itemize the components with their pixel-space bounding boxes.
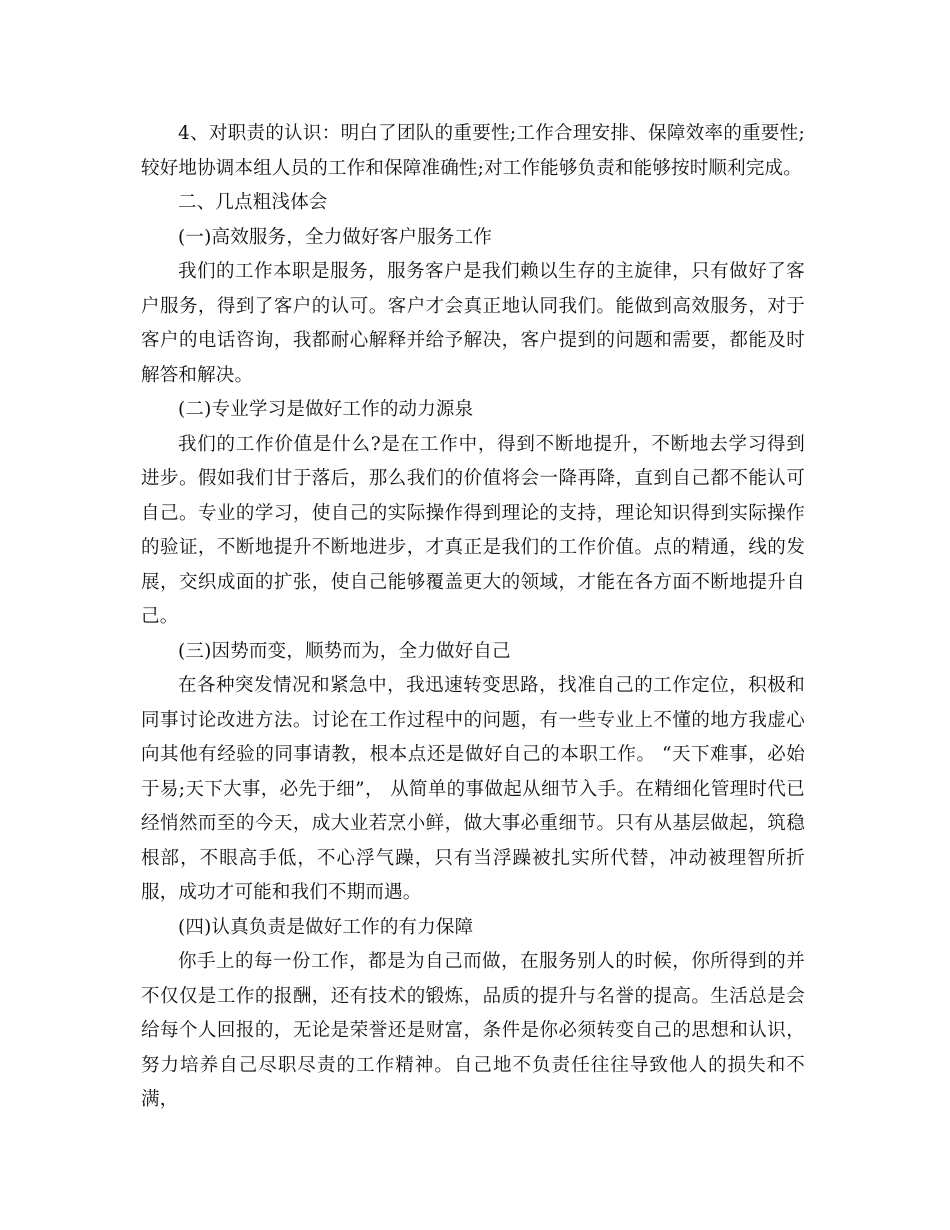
- subheading-adapt-to-change: (三)因势而变，顺势而为，全力做好自己: [178, 640, 511, 662]
- subheading-efficient-service: (一)高效服务，全力做好客户服务工作: [178, 226, 493, 248]
- paragraph-efficient-service: 我们的工作本职是服务，服务客户是我们赖以生存的主旋律，只有做好了客户服务，得到了客户的认可。客户才会真正地认同我们。能做到高效服务，对于客户的电话咨询，我都耐心解释并给予解决，客户提到的问题和需要，都能及时解答和解决。: [141, 261, 805, 386]
- paragraph-duty-awareness: 4、对职责的认识：明白了团队的重要性;工作合理安排、保障效率的重要性;较好地协调本组人员的工作和保障准确性;对工作能够负责和能够按时顺利完成。: [141, 123, 805, 179]
- paragraph-adapt-to-change: 在各种突发情况和紧急中，我迅速转变思路，找准自己的工作定位，积极和同事讨论改进方法。讨论在工作过程中的问题，有一些专业上不懂的地方我虚心向其他有经验的同事请教，根本点还是做好自己的本职工作。 “天下难事，必始于易;天下大事，必先于细”， 从简单的事做起从细节入手。在精细化管理时代已经悄然而至的今天，成大业若烹小鲜，做大事必重细节。只有从基层做起，筑稳根部，不眼高手低，不心浮气躁，只有当浮躁被扎实所代替，冲动被理智所折服，成功才可能和我们不期而遇。: [141, 675, 805, 903]
- paragraph-professional-learning: 我们的工作价值是什么?是在工作中，得到不断地提升，不断地去学习得到进步。假如我们甘于落后，那么我们的价值将会一降再降，直到自己都不能认可自己。专业的学习，使自己的实际操作得到理论的支持，理论知识得到实际操作的验证，不断地提升不断地进步，才真正是我们的工作价值。点的精通，线的发展，交织成面的扩张，使自己能够覆盖更大的领域，才能在各方面不断地提升自己。: [141, 433, 805, 627]
- subheading-professional-learning: (二)专业学习是做好工作的动力源泉: [178, 399, 474, 420]
- document-body: [141, 117, 805, 1118]
- subheading-responsibility: (四)认真负责是做好工作的有力保障: [178, 916, 474, 938]
- section-heading-insights: 二、几点粗浅体会: [178, 192, 328, 213]
- paragraph-responsibility: 你手上的每一份工作，都是为自己而做，在服务别人的时候，你所得到的并不仅仅是工作的报酬，还有技术的锻炼，品质的提升与名誉的提高。生活总是会给每个人回报的，无论是荣誉还是财富，条件是你必须转变自己的思想和认识，努力培养自己尽职尽责的工作精神。自己地不负责任往往导致他人的损失和不满，: [141, 951, 805, 1110]
